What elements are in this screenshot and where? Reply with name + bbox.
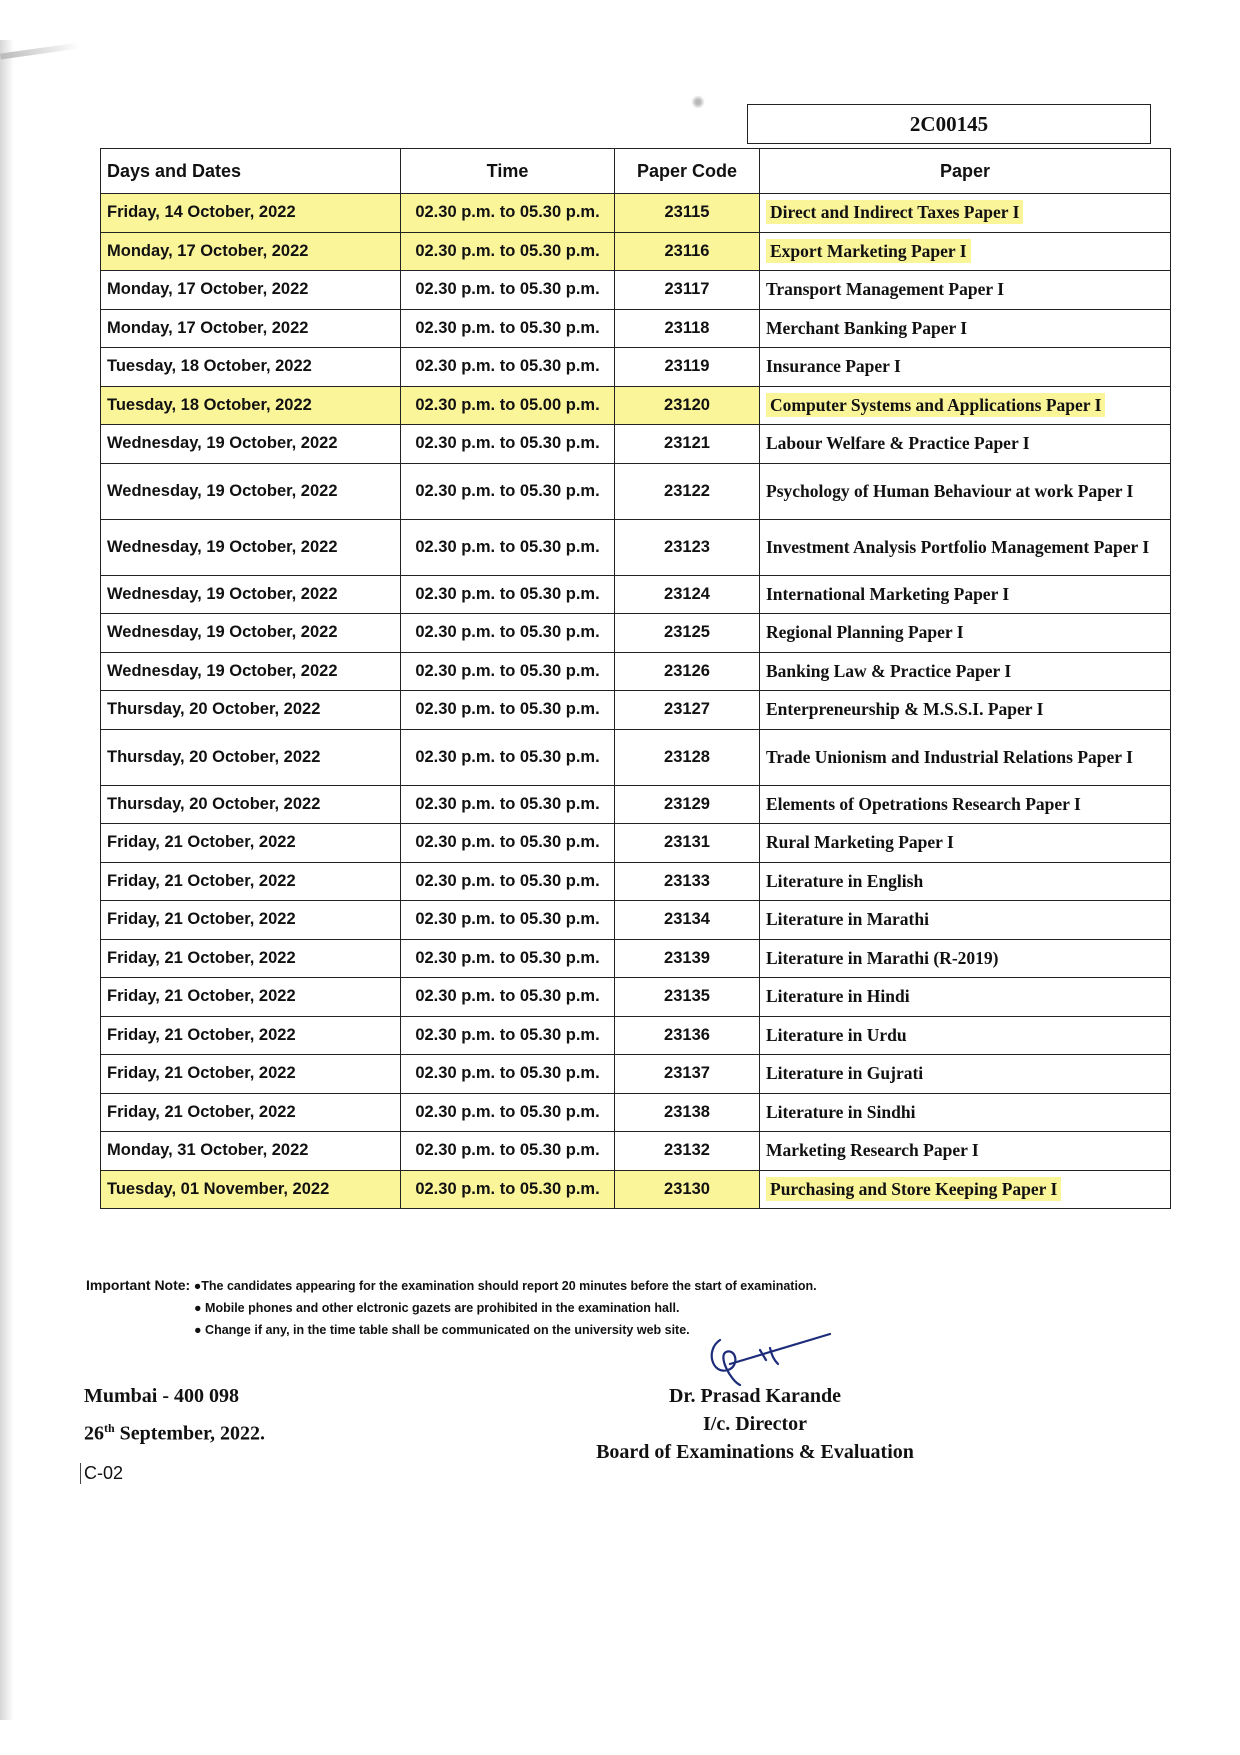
row-paper-name [760, 463, 1171, 519]
row-time: 02.30 p.m. to 05.30 p.m. [401, 463, 615, 519]
row-time: 02.30 p.m. to 05.30 p.m. [401, 1016, 615, 1055]
table-row [101, 386, 1171, 425]
row-time: 02.30 p.m. to 05.30 p.m. [401, 425, 615, 464]
row-paper-code: 23122 [615, 463, 760, 519]
note-line-3 [86, 1319, 1086, 1341]
row-time: 02.30 p.m. to 05.30 p.m. [401, 691, 615, 730]
row-time: 02.30 p.m. to 05.30 p.m. [401, 939, 615, 978]
row-date: Friday, 21 October, 2022 [101, 1093, 401, 1132]
paper-text: Literature in Sindhi [766, 1101, 916, 1122]
paper-text: Rural Marketing Paper I [766, 832, 954, 853]
row-time: 02.30 p.m. to 05.30 p.m. [401, 729, 615, 785]
bullet-icon: ● [193, 1279, 202, 1293]
row-paper-name [760, 691, 1171, 730]
row-paper-code: 23139 [615, 939, 760, 978]
row-paper-name [760, 1132, 1171, 1171]
date-day: 26 [84, 1422, 104, 1445]
row-paper-name [760, 232, 1171, 271]
row-date: Wednesday, 19 October, 2022 [101, 614, 401, 653]
row-paper-name [760, 1170, 1171, 1209]
scan-edge-shadow [0, 40, 14, 1720]
row-paper-code: 23127 [615, 691, 760, 730]
signature-mark [700, 1330, 840, 1390]
paper-text: Literature in Gujrati [766, 1063, 924, 1084]
bullet-icon: ● [194, 1323, 202, 1337]
row-time: 02.30 p.m. to 05.30 p.m. [401, 1132, 615, 1171]
note-text: The candidates appearing for the examination should report 20 minutes before the start of examination. [201, 1279, 817, 1293]
row-paper-code: 23135 [615, 978, 760, 1017]
row-paper-name [760, 309, 1171, 348]
paper-text: Insurance Paper I [766, 356, 901, 377]
row-paper-name [760, 348, 1171, 387]
row-paper-name [760, 729, 1171, 785]
bullet-icon: ● [194, 1301, 202, 1315]
row-date: Wednesday, 19 October, 2022 [101, 652, 401, 691]
table-row [101, 348, 1171, 387]
row-paper-code: 23133 [615, 862, 760, 901]
row-paper-code: 23119 [615, 348, 760, 387]
row-date: Thursday, 20 October, 2022 [101, 691, 401, 730]
row-date: Wednesday, 19 October, 2022 [101, 463, 401, 519]
row-time: 02.30 p.m. to 05.30 p.m. [401, 978, 615, 1017]
row-paper-code: 23129 [615, 785, 760, 824]
row-time: 02.30 p.m. to 05.30 p.m. [401, 194, 615, 233]
place-and-date [84, 1380, 265, 1450]
row-paper-code: 23137 [615, 1055, 760, 1094]
paper-text: Banking Law & Practice Paper I [766, 660, 1012, 681]
notes-label: Important Note: [86, 1277, 191, 1293]
row-time: 02.30 p.m. to 05.30 p.m. [401, 519, 615, 575]
row-paper-name [760, 1016, 1171, 1055]
row-date: Friday, 21 October, 2022 [101, 862, 401, 901]
row-date: Friday, 21 October, 2022 [101, 901, 401, 940]
paper-text: Regional Planning Paper I [766, 622, 964, 643]
row-date: Friday, 21 October, 2022 [101, 1055, 401, 1094]
table-row [101, 1170, 1171, 1209]
row-time: 02.30 p.m. to 05.30 p.m. [401, 652, 615, 691]
header-paper-code: Paper Code [615, 149, 760, 194]
scan-speck [690, 94, 706, 110]
row-time: 02.30 p.m. to 05.30 p.m. [401, 862, 615, 901]
table-row [101, 652, 1171, 691]
row-paper-name [760, 271, 1171, 310]
signatory-block [560, 1382, 950, 1466]
paper-text: Computer Systems and Applications Paper I [766, 393, 1105, 417]
row-time: 02.30 p.m. to 05.30 p.m. [401, 271, 615, 310]
row-date: Friday, 14 October, 2022 [101, 194, 401, 233]
row-date: Friday, 21 October, 2022 [101, 978, 401, 1017]
row-date: Wednesday, 19 October, 2022 [101, 519, 401, 575]
table-row [101, 1093, 1171, 1132]
exam-timetable [100, 148, 1171, 1209]
paper-text: Psychology of Human Behaviour at work Paper I [766, 480, 1134, 501]
table-row [101, 824, 1171, 863]
row-date: Thursday, 20 October, 2022 [101, 729, 401, 785]
header-time: Time [401, 149, 615, 194]
row-paper-name [760, 386, 1171, 425]
row-paper-code: 23138 [615, 1093, 760, 1132]
row-time: 02.30 p.m. to 05.30 p.m. [401, 348, 615, 387]
row-paper-name [760, 614, 1171, 653]
row-paper-code: 23131 [615, 824, 760, 863]
row-paper-name [760, 652, 1171, 691]
paper-text: Literature in English [766, 870, 924, 891]
timetable-body [101, 194, 1171, 1209]
document-code: 2C00145 [909, 111, 989, 136]
row-paper-name [760, 901, 1171, 940]
row-paper-code: 23120 [615, 386, 760, 425]
table-row [101, 691, 1171, 730]
important-notes [86, 1274, 1086, 1341]
paper-text: Merchant Banking Paper I [766, 317, 968, 338]
row-time: 02.30 p.m. to 05.30 p.m. [401, 614, 615, 653]
row-time: 02.30 p.m. to 05.30 p.m. [401, 575, 615, 614]
table-row [101, 614, 1171, 653]
header-days-dates: Days and Dates [101, 149, 401, 194]
paper-text: Literature in Urdu [766, 1024, 907, 1045]
paper-text: Enterpreneurship & M.S.S.I. Paper I [766, 699, 1044, 720]
table-row [101, 232, 1171, 271]
row-date: Thursday, 20 October, 2022 [101, 785, 401, 824]
note-line-2 [86, 1297, 1086, 1319]
paper-text: Labour Welfare & Practice Paper I [766, 433, 1030, 454]
row-paper-name [760, 575, 1171, 614]
table-row [101, 463, 1171, 519]
table-row [101, 939, 1171, 978]
table-row [101, 309, 1171, 348]
table-row [101, 1016, 1171, 1055]
row-date: Tuesday, 18 October, 2022 [101, 348, 401, 387]
table-row [101, 519, 1171, 575]
row-paper-name [760, 785, 1171, 824]
row-paper-code: 23116 [615, 232, 760, 271]
row-paper-code: 23136 [615, 1016, 760, 1055]
table-row [101, 425, 1171, 464]
row-time: 02.30 p.m. to 05.30 p.m. [401, 824, 615, 863]
table-row [101, 901, 1171, 940]
paper-text: International Marketing Paper I [766, 583, 1010, 604]
date-suffix: th [104, 1421, 115, 1435]
row-paper-name [760, 425, 1171, 464]
paper-text: Literature in Marathi (R-2019) [766, 947, 999, 968]
paper-text: Purchasing and Store Keeping Paper I [766, 1177, 1061, 1201]
row-paper-code: 23124 [615, 575, 760, 614]
row-paper-name [760, 1055, 1171, 1094]
row-time: 02.30 p.m. to 05.30 p.m. [401, 901, 615, 940]
row-time: 02.30 p.m. to 05.30 p.m. [401, 232, 615, 271]
row-time: 02.30 p.m. to 05.30 p.m. [401, 309, 615, 348]
row-date: Tuesday, 18 October, 2022 [101, 386, 401, 425]
issue-date [84, 1412, 265, 1450]
paper-text: Trade Unionism and Industrial Relations Paper I [766, 746, 1133, 767]
signatory-title: I/c. Director [702, 1413, 808, 1435]
date-rest: September, 2022. [114, 1422, 266, 1445]
table-row [101, 785, 1171, 824]
row-date: Friday, 21 October, 2022 [101, 824, 401, 863]
row-paper-code: 23134 [615, 901, 760, 940]
table-row [101, 978, 1171, 1017]
paper-text: Investment Analysis Portfolio Management Paper I [766, 536, 1150, 557]
row-paper-code: 23132 [615, 1132, 760, 1171]
paper-text: Literature in Marathi [766, 909, 929, 930]
note-line-1 [86, 1274, 1086, 1297]
row-paper-code: 23115 [615, 194, 760, 233]
row-time: 02.30 p.m. to 05.00 p.m. [401, 386, 615, 425]
table-row [101, 194, 1171, 233]
row-paper-name [760, 978, 1171, 1017]
row-paper-name [760, 194, 1171, 233]
row-paper-name [760, 824, 1171, 863]
table-row [101, 729, 1171, 785]
document-reference: C-02 [80, 1463, 123, 1484]
row-date: Monday, 31 October, 2022 [101, 1132, 401, 1171]
paper-text: Export Marketing Paper I [766, 239, 971, 263]
note-text: Mobile phones and other elctronic gazets are prohibited in the examination hall. [205, 1301, 680, 1315]
row-paper-code: 23117 [615, 271, 760, 310]
paper-text: Marketing Research Paper I [766, 1140, 979, 1161]
signatory-name: Dr. Prasad Karande [668, 1385, 842, 1407]
paper-text: Elements of Opetrations Research Paper I [766, 793, 1081, 814]
table-row [101, 575, 1171, 614]
row-date: Monday, 17 October, 2022 [101, 232, 401, 271]
row-paper-code: 23118 [615, 309, 760, 348]
document-code-box [747, 104, 1151, 144]
table-row [101, 1132, 1171, 1171]
table-row [101, 1055, 1171, 1094]
row-paper-name [760, 519, 1171, 575]
row-date: Wednesday, 19 October, 2022 [101, 575, 401, 614]
row-paper-name [760, 939, 1171, 978]
row-paper-name [760, 862, 1171, 901]
row-date: Monday, 17 October, 2022 [101, 309, 401, 348]
row-paper-code: 23121 [615, 425, 760, 464]
row-paper-code: 23125 [615, 614, 760, 653]
row-date: Friday, 21 October, 2022 [101, 1016, 401, 1055]
row-time: 02.30 p.m. to 05.30 p.m. [401, 1055, 615, 1094]
row-date: Wednesday, 19 October, 2022 [101, 425, 401, 464]
header-paper: Paper [760, 149, 1171, 194]
place: Mumbai - 400 098 [84, 1385, 239, 1407]
table-header-row [101, 149, 1171, 194]
table-row [101, 271, 1171, 310]
row-date: Monday, 17 October, 2022 [101, 271, 401, 310]
row-paper-name [760, 1093, 1171, 1132]
note-text: Change if any, in the time table shall be communicated on the university web site. [205, 1323, 690, 1337]
row-time: 02.30 p.m. to 05.30 p.m. [401, 1093, 615, 1132]
paper-text: Direct and Indirect Taxes Paper I [766, 200, 1023, 224]
row-time: 02.30 p.m. to 05.30 p.m. [401, 1170, 615, 1209]
table-row [101, 862, 1171, 901]
row-date: Tuesday, 01 November, 2022 [101, 1170, 401, 1209]
row-paper-code: 23128 [615, 729, 760, 785]
row-paper-code: 23123 [615, 519, 760, 575]
paper-text: Transport Management Paper I [766, 279, 1005, 300]
paper-text: Literature in Hindi [766, 986, 910, 1007]
signatory-office: Board of Examinations & Evaluation [596, 1441, 914, 1463]
row-paper-code: 23130 [615, 1170, 760, 1209]
row-paper-code: 23126 [615, 652, 760, 691]
row-date: Friday, 21 October, 2022 [101, 939, 401, 978]
row-time: 02.30 p.m. to 05.30 p.m. [401, 785, 615, 824]
